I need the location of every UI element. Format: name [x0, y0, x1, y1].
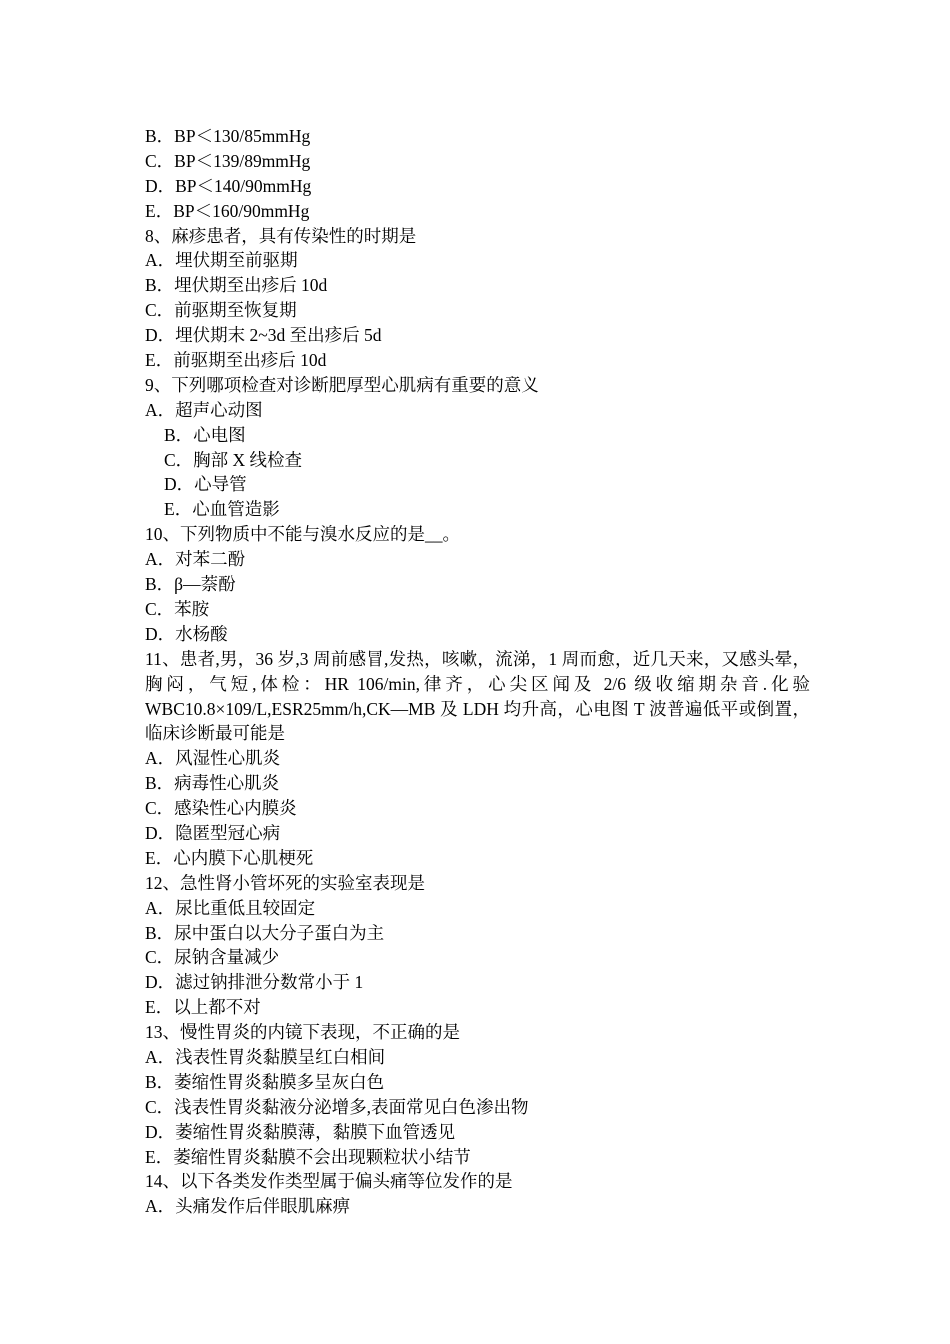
q13-question: 13、慢性胃炎的内镜下表现，不正确的是	[145, 1022, 460, 1043]
q11-question: 11、患者,男，36 岁,3 周前感冒,发热，咳嗽，流涕，1 周而愈，近几天来，又感头晕，胸闷，气短,体检：HR 106/min,律齐，心尖区闻及 2/6 级收缩期杂音.化验 WBC10.8×109/L,ESR25mm/h,CK—MB 及 LDH 均升高，心电图 T 波普遍低平或倒置，临床诊断最可能是	[145, 648, 810, 744]
q9-option-c: C．胸部 X 线检查	[164, 449, 303, 470]
q9-option-e: E．心血管造影	[164, 499, 280, 520]
document-page	[145, 124, 810, 1219]
q13-option-b: B．萎缩性胃炎黏膜多呈灰白色	[145, 1071, 385, 1092]
q10-option-d: D．水杨酸	[145, 623, 228, 644]
q10-option-b: B．β—萘酚	[145, 574, 236, 595]
q8-option-b: B．埋伏期至出疹后 10d	[145, 275, 328, 296]
q11-option-b: B．病毒性心肌炎	[145, 773, 280, 794]
q12-option-d: D．滤过钠排泄分数常小于 1	[145, 972, 364, 993]
q14-option-a: A．头痛发作后伴眼肌麻痹	[145, 1196, 351, 1217]
q10-option-a: A．对苯二酚	[145, 549, 246, 570]
q12-option-e: E．以上都不对	[145, 997, 261, 1018]
q11-option-c: C．感染性心内膜炎	[145, 798, 297, 819]
q9-option-d: D．心导管	[164, 474, 247, 495]
q9-option-a: A．超声心动图	[145, 399, 263, 420]
q12-option-b: B．尿中蛋白以大分子蛋白为主	[145, 922, 385, 943]
q11-option-a: A．风湿性心肌炎	[145, 748, 281, 769]
q10-option-c: C．苯胺	[145, 598, 210, 619]
q9-option-b: B．心电图	[164, 424, 246, 445]
q14-question: 14、以下各类发作类型属于偏头痛等位发作的是	[145, 1171, 513, 1192]
q7-option-b: B．BP＜130/85mmHg	[145, 126, 311, 146]
q7-option-e: E．BP＜160/90mmHg	[145, 200, 310, 221]
q7-option-d: D．BP＜140/90mmHg	[145, 175, 312, 196]
q10-question: 10、下列物质中不能与溴水反应的是__。	[145, 524, 460, 545]
q12-option-a: A．尿比重低且较固定	[145, 897, 316, 918]
q8-option-c: C．前驱期至恢复期	[145, 300, 297, 321]
q13-option-d: D．萎缩性胃炎黏膜薄，黏膜下血管透见	[145, 1121, 456, 1142]
q8-option-e: E．前驱期至出疹后 10d	[145, 350, 327, 371]
q9-question: 9、下列哪项检查对诊断肥厚型心肌病有重要的意义	[145, 374, 539, 395]
q11-option-e: E．心内膜下心肌梗死	[145, 847, 314, 868]
q7-option-c: C．BP＜139/89mmHg	[145, 150, 311, 171]
q8-option-a: A．埋伏期至前驱期	[145, 250, 298, 271]
q8-question: 8、麻疹患者，具有传染性的时期是	[145, 225, 417, 246]
q13-option-e: E．萎缩性胃炎黏膜不会出现颗粒状小结节	[145, 1146, 471, 1167]
q13-option-c: C．浅表性胃炎黏液分泌增多,表面常见白色渗出物	[145, 1096, 529, 1117]
q12-option-c: C．尿钠含量减少	[145, 947, 280, 968]
q13-option-a: A．浅表性胃炎黏膜呈红白相间	[145, 1047, 386, 1068]
q8-option-d: D．埋伏期末 2~3d 至出疹后 5d	[145, 325, 382, 346]
q11-option-d: D．隐匿型冠心病	[145, 823, 281, 843]
q12-question: 12、急性肾小管坏死的实验室表现是	[145, 872, 425, 893]
